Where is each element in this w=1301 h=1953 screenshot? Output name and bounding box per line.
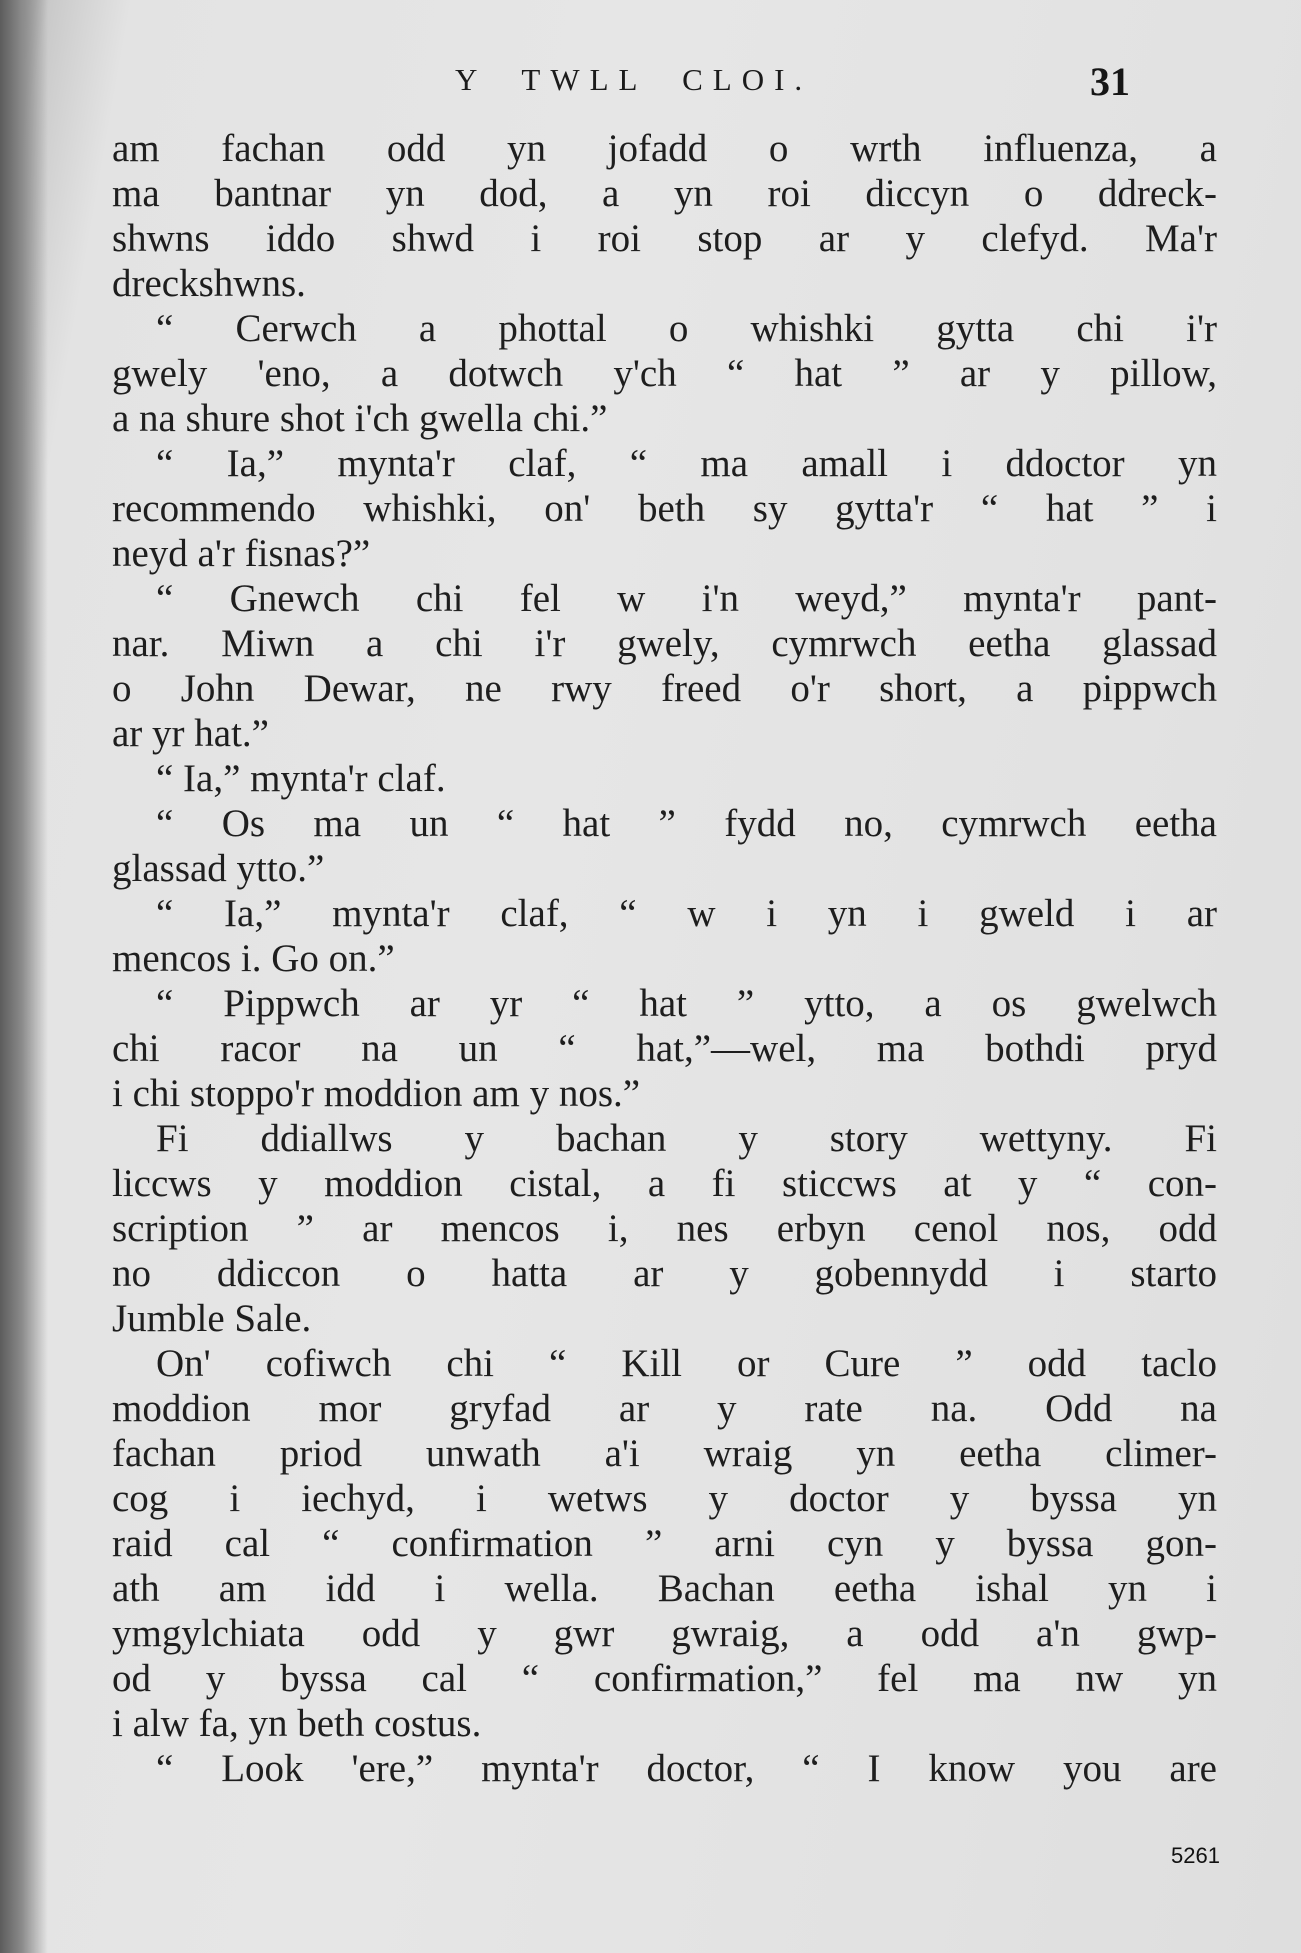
text-line: ymgylchiata odd y gwr gwraig, a odd a'n gwp-: [112, 1612, 1217, 1655]
text-line: raid cal “ confirmation ” arni cyn y byssa gon-: [112, 1522, 1217, 1565]
text-line: scription ” ar mencos i, nes erbyn cenol nos, odd: [112, 1207, 1217, 1250]
running-head: [0, 59, 1301, 122]
text-line: ath am idd i wella. Bachan eetha ishal yn i: [112, 1567, 1217, 1610]
text-line: o John Dewar, ne rwy freed o'r short, a pippwch: [112, 667, 1217, 710]
text-line: On' cofiwch chi “ Kill or Cure ” odd taclo: [156, 1342, 1217, 1385]
page-number: 31: [1090, 59, 1130, 104]
text-line: dreckshwns.: [112, 262, 306, 305]
text-line: glassad ytto.”: [112, 847, 325, 890]
text-line: “ Ia,” mynta'r claf, “ w i yn i gweld i ar: [156, 892, 1217, 935]
text-line: ar yr hat.”: [112, 712, 269, 755]
text-line: a na shure shot i'ch gwella chi.”: [112, 397, 608, 440]
running-title: Y TWLL CLOI.: [455, 62, 813, 97]
text-line: gwely 'eno, a dotwch y'ch “ hat ” ar y pillow,: [112, 352, 1217, 395]
text-line: Jumble Sale.: [112, 1297, 312, 1340]
text-line: fachan priod unwath a'i wraig yn eetha climer-: [112, 1432, 1217, 1475]
text-line: od y byssa cal “ confirmation,” fel ma nw yn: [112, 1657, 1217, 1700]
body-text: [112, 126, 1217, 1791]
text-line: “ Look 'ere,” mynta'r doctor, “ I know you are: [156, 1747, 1217, 1790]
text-line: ma bantnar yn dod, a yn roi diccyn o ddreck-: [112, 172, 1217, 215]
text-line: am fachan odd yn jofadd o wrth influenza, a: [112, 127, 1217, 170]
text-line: chi racor na un “ hat,”—wel, ma bothdi pryd: [112, 1027, 1217, 1070]
catalog-number: 5261: [1171, 1843, 1220, 1868]
text-line: neyd a'r fisnas?”: [112, 532, 371, 575]
text-line: nar. Miwn a chi i'r gwely, cymrwch eetha glassad: [112, 622, 1217, 665]
text-line: no ddiccon o hatta ar y gobennydd i starto: [112, 1252, 1217, 1295]
text-line: Fi ddiallws y bachan y story wettyny. Fi: [156, 1117, 1217, 1160]
text-line: i chi stoppo'r moddion am y nos.”: [112, 1072, 641, 1115]
text-line: “ Pippwch ar yr “ hat ” ytto, a os gwelwch: [156, 982, 1217, 1025]
text-line: “ Os ma un “ hat ” fydd no, cymrwch eetha: [156, 802, 1217, 845]
text-line: shwns iddo shwd i roi stop ar y clefyd. Ma'r: [112, 217, 1217, 260]
text-line: “ Ia,” mynta'r claf.: [156, 757, 446, 800]
text-line: i alw fa, yn beth costus.: [112, 1702, 482, 1745]
text-line: “ Cerwch a phottal o whishki gytta chi i'r: [156, 307, 1217, 350]
text-line: cog i iechyd, i wetws y doctor y byssa yn: [112, 1477, 1217, 1520]
text-line: “ Gnewch chi fel w i'n weyd,” mynta'r pant-: [156, 577, 1217, 620]
text-line: recommendo whishki, on' beth sy gytta'r “ hat ” i: [112, 487, 1217, 530]
text-line: liccws y moddion cistal, a fi sticcws at y “ con-: [112, 1162, 1217, 1205]
text-line: “ Ia,” mynta'r claf, “ ma amall i ddoctor yn: [156, 442, 1217, 485]
binding-gutter-shadow: [0, 0, 48, 1953]
text-line: moddion mor gryfad ar y rate na. Odd na: [112, 1387, 1217, 1430]
text-line: mencos i. Go on.”: [112, 937, 395, 980]
